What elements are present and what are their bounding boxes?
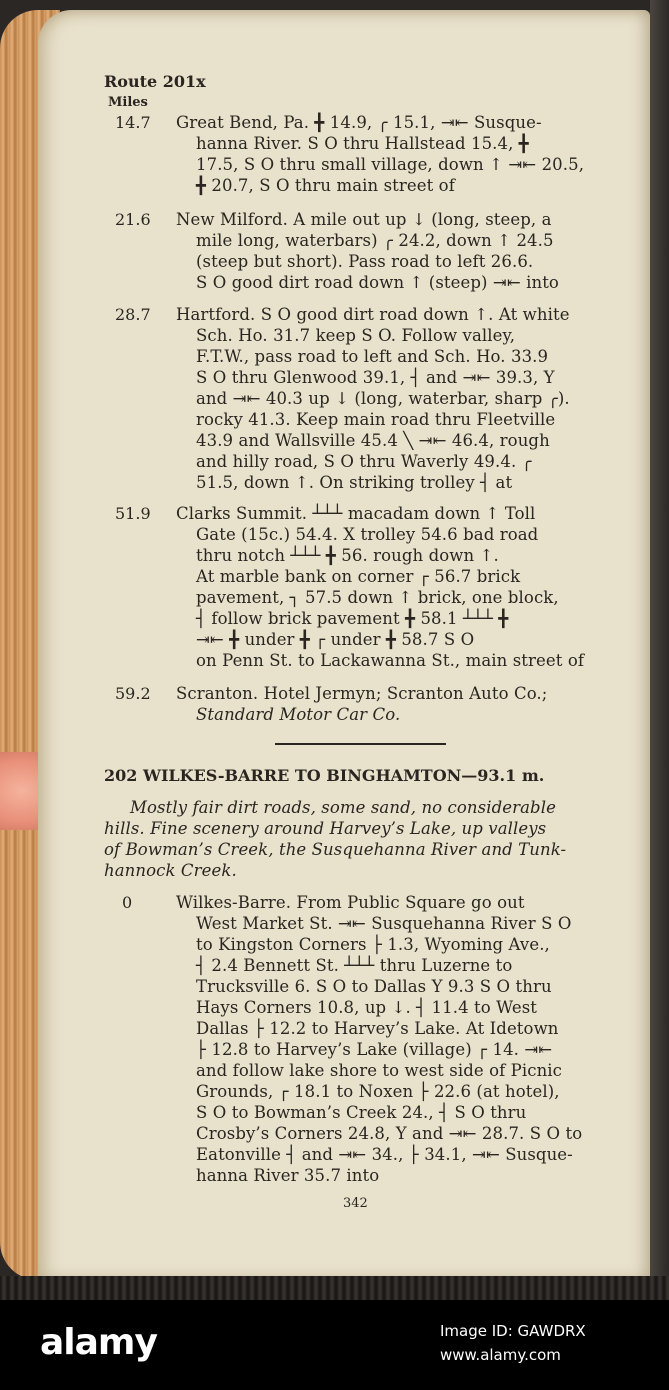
entry-line: 43.9 and Wallsville 45.4 ╲ ⇥⇤ 46.4, rough [196,431,550,450]
mile-value: 0 [122,893,133,912]
entry-line: ╋ 20.7, S O thru main street of [196,176,455,195]
mile-value: 14.7 [115,113,151,132]
entry-line: F.T.W., pass road to left and Sch. Ho. 33.9 [196,347,549,366]
route-desc-line: Mostly fair dirt roads, some sand, no considerable [130,798,556,817]
entry-line: ⇥⇤ ╋ under ╋ ┌ under ╋ 58.7 S O [196,630,475,649]
site-url: www.alamy.com [440,1346,561,1364]
mile-value: 21.6 [115,210,151,229]
route-heading: 202 WILKES-BARRE TO BINGHAMTON—93.1 m. [104,766,545,785]
entry-line: (steep but short). Pass road to left 26.6. [196,252,534,271]
entry-line: Dallas ├ 12.2 to Harvey’s Lake. At Idetown [196,1019,559,1038]
entry-line: to Kingston Corners ├ 1.3, Wyoming Ave., [196,935,550,954]
entry-line: Eatonville ┤ and ⇥⇤ 34., ├ 34.1, ⇥⇤ Susque- [196,1145,573,1164]
entry-line: Gate (15c.) 54.4. X trolley 54.6 bad road [196,525,539,544]
entry-line: mile long, waterbars) ╭ 24.2, down ↑ 24.5 [196,231,554,250]
entry-line: 51.5, down ↑. On striking trolley ┤ at [196,473,513,492]
route-header: Route 201x [104,72,206,91]
entry-line: and ⇥⇤ 40.3 up ↓ (long, waterbar, sharp ╭). [196,389,570,408]
entry-line: S O good dirt road down ↑ (steep) ⇥⇤ into [196,273,559,292]
section-divider [275,743,446,745]
entry-line: Sch. Ho. 31.7 keep S O. Follow valley, [196,326,516,345]
entry-line: Crosby’s Corners 24.8, Y and ⇥⇤ 28.7. S O to [196,1124,583,1143]
entry-line: Standard Motor Car Co. [196,705,401,724]
entry-line: Trucksville 6. S O to Dallas Y 9.3 S O thru [196,977,552,996]
route-desc-line: hannock Creek. [104,861,237,880]
mile-value: 28.7 [115,305,151,324]
page-number: 342 [343,1196,368,1211]
entry-line: Hartford. S O good dirt road down ↑. At white [176,305,570,324]
image-id: Image ID: GAWDRX [440,1322,586,1340]
entry-line: ┤ 2.4 Bennett St. ┴┴┴ thru Luzerne to [196,956,513,975]
mile-value: 59.2 [115,684,151,703]
entry-line: rocky 41.3. Keep main road thru Fleetville [196,410,556,429]
entry-line: Wilkes-Barre. From Public Square go out [176,893,525,912]
entry-line: pavement, ┐ 57.5 down ↑ brick, one block, [196,588,559,607]
route-desc-line: hills. Fine scenery around Harvey’s Lake, up valleys [104,819,547,838]
entry-line: hanna River. S O thru Hallstead 15.4, ╋ [196,134,529,153]
entry-line: Great Bend, Pa. ╋ 14.9, ╭ 15.1, ⇥⇤ Susque- [176,113,542,132]
entry-line: S O to Bowman’s Creek 24., ┤ S O thru [196,1103,527,1122]
entry-line: West Market St. ⇥⇤ Susquehanna River S O [196,914,572,933]
book-gutter [650,0,669,1300]
entry-line: At marble bank on corner ┌ 56.7 brick [196,567,521,586]
entry-line: Clarks Summit. ┴┴┴ macadam down ↑ Toll [176,504,536,523]
entry-line: and hilly road, S O thru Waverly 49.4. ╭ [196,452,532,471]
entry-line: and follow lake shore to west side of Picnic [196,1061,563,1080]
entry-line: Grounds, ┌ 18.1 to Noxen ├ 22.6 (at hotel), [196,1082,560,1101]
alamy-logo: alamy [40,1322,157,1363]
entry-line: New Milford. A mile out up ↓ (long, steep, a [176,210,552,229]
entry-line: Hays Corners 10.8, up ↓. ┤ 11.4 to West [196,998,538,1017]
entry-line: S O thru Glenwood 39.1, ┤ and ⇥⇤ 39.3, Y [196,368,555,387]
entry-line: on Penn St. to Lackawanna St., main street of [196,651,585,670]
entry-line: ├ 12.8 to Harvey’s Lake (village) ┌ 14. ⇥⇤ [196,1040,553,1059]
entry-line: hanna River 35.7 into [196,1166,380,1185]
miles-header: Miles [108,95,148,110]
route-desc-line: of Bowman’s Creek, the Susquehanna River and Tunk- [104,840,567,859]
bottom-strip [0,1276,669,1300]
entry-line: Scranton. Hotel Jermyn; Scranton Auto Co.; [176,684,548,703]
entry-line: thru notch ┴┴┴ ╋ 56. rough down ↑. [196,546,499,565]
entry-line: 17.5, S O thru small village, down ↑ ⇥⇤ 20.5, [196,155,585,174]
entry-line: ┤ follow brick pavement ╋ 58.1 ┴┴┴ ╋ [196,609,509,628]
mile-value: 51.9 [115,504,151,523]
